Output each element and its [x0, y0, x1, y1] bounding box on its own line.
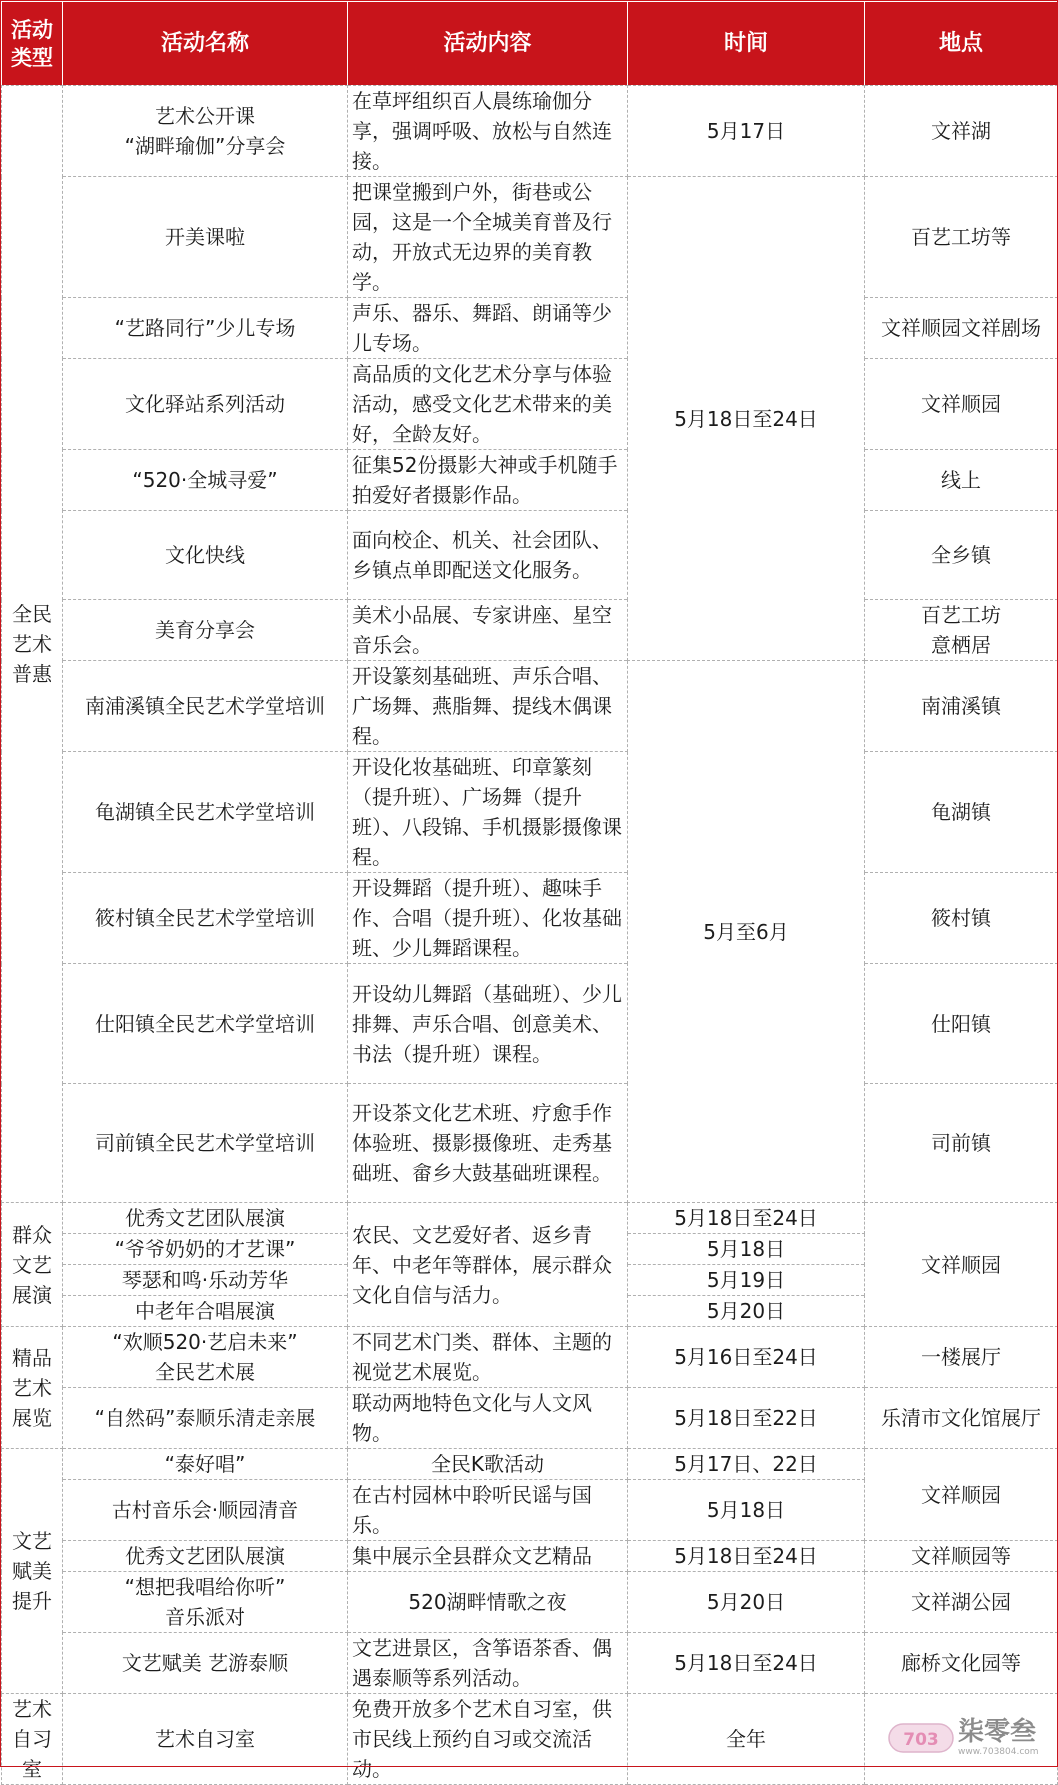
activity-schedule-table: [1, 1, 1058, 1785]
activity-content-cell: 高品质的文化艺术分享与体验活动，感受文化艺术带来的美好，全龄友好。: [348, 359, 628, 450]
place-cell: 龟湖镇: [865, 752, 1058, 873]
activity-content-cell: 联动两地特色文化与人文风物。: [348, 1388, 628, 1449]
table-row: [2, 1449, 1058, 1480]
activity-content-cell: 开设化妆基础班、印章篆刻（提升班）、广场舞（提升班）、八段锦、手机摄影摄像课程。: [348, 752, 628, 873]
time-cell: 5月17日: [628, 86, 865, 177]
table-row: [2, 1388, 1058, 1449]
header-time: 时间: [628, 2, 865, 86]
type-cell-art-exhibition: 精品艺术展览: [2, 1327, 63, 1449]
activity-name-cell: “自然码”泰顺乐清走亲展: [63, 1388, 348, 1449]
activity-name-cell: 开美课啦: [63, 177, 348, 298]
activity-name-cell: 美育分享会: [63, 600, 348, 661]
activity-content-cell: 免费开放多个艺术自习室，供市民线上预约自习或交流活动。: [348, 1694, 628, 1785]
place-cell: 百艺工坊 意栖居: [865, 600, 1058, 661]
place-cell: 百艺工坊等: [865, 177, 1058, 298]
activity-content-cell: 开设篆刻基础班、声乐合唱、广场舞、燕脂舞、提线木偶课程。: [348, 661, 628, 752]
table-row: [2, 964, 1058, 1084]
activity-name-cell: “爷爷奶奶的才艺课”: [63, 1234, 348, 1265]
time-cell: 5月18日至24日: [628, 177, 865, 661]
type-cell-art-popularization: 全民艺术普惠: [2, 86, 63, 1203]
activity-name-cell: 文化快线: [63, 511, 348, 600]
watermark-name: 柒零叁: [958, 1717, 1037, 1747]
place-cell: 全乡镇: [865, 511, 1058, 600]
place-cell: 廊桥文化园等: [865, 1633, 1058, 1694]
activity-name-cell: 琴瑟和鸣·乐动芳华: [63, 1265, 348, 1296]
table-row: [2, 511, 1058, 600]
table-row: [2, 450, 1058, 511]
activity-name-cell: “艺路同行”少儿专场: [63, 298, 348, 359]
activity-content-cell: 520湖畔情歌之夜: [348, 1572, 628, 1633]
activity-name-cell: 司前镇全民艺术学堂培训: [63, 1084, 348, 1203]
place-cell: 乐清市文化馆展厅: [865, 1388, 1058, 1449]
activity-name-cell: 艺术公开课 “湖畔瑜伽”分享会: [63, 86, 348, 177]
type-cell-art-enhancement: 文艺赋美提升: [2, 1449, 63, 1694]
activity-name-cell: “欢顺520·艺启未来” 全民艺术展: [63, 1327, 348, 1388]
activity-content-cell: 开设舞蹈（提升班）、趣味手作、合唱（提升班）、化妆基础班、少儿舞蹈课程。: [348, 873, 628, 964]
place-cell: 一楼展厅: [865, 1327, 1058, 1388]
table-row: [2, 661, 1058, 752]
activity-name-cell: 南浦溪镇全民艺术学堂培训: [63, 661, 348, 752]
place-cell: 文祥顺园文祥剧场: [865, 298, 1058, 359]
activity-content-cell: 全民K歌活动: [348, 1449, 628, 1480]
table-row: [2, 752, 1058, 873]
place-cell: 线上: [865, 450, 1058, 511]
table-row: [2, 1572, 1058, 1633]
header-content: 活动内容: [348, 2, 628, 86]
activity-name-cell: 文艺赋美 艺游泰顺: [63, 1633, 348, 1694]
time-cell: 5月16日至24日: [628, 1327, 865, 1388]
activity-name-cell: 艺术自习室: [63, 1694, 348, 1785]
table-row: [2, 1084, 1058, 1203]
activity-content-cell: 把课堂搬到户外，街巷或公园，这是一个全城美育普及行动，开放式无边界的美育教学。: [348, 177, 628, 298]
time-cell: 5月17日、22日: [628, 1449, 865, 1480]
activity-name-cell: 优秀文艺团队展演: [63, 1541, 348, 1572]
place-cell: 文祥顺园: [865, 1449, 1058, 1541]
activity-name-cell: 优秀文艺团队展演: [63, 1203, 348, 1234]
place-cell: 仕阳镇: [865, 964, 1058, 1084]
activity-content-cell: 面向校企、机关、社会团队、乡镇点单即配送文化服务。: [348, 511, 628, 600]
type-cell-mass-performance: 群众文艺展演: [2, 1203, 63, 1327]
table-row: [2, 1203, 1058, 1234]
activity-name-cell: 龟湖镇全民艺术学堂培训: [63, 752, 348, 873]
type-cell-art-study-room: 艺术自习室: [2, 1694, 63, 1785]
time-cell: 5月至6月: [628, 661, 865, 1203]
activity-name-cell: 文化驿站系列活动: [63, 359, 348, 450]
activity-name-cell: 古村音乐会·顺园清音: [63, 1480, 348, 1541]
activity-content-cell: 在草坪组织百人晨练瑜伽分享，强调呼吸、放松与自然连接。: [348, 86, 628, 177]
table-row: [2, 86, 1058, 177]
activity-name-cell: 中老年合唱展演: [63, 1296, 348, 1327]
place-cell: 文祥顺园: [865, 1203, 1058, 1327]
watermark-logo: [888, 1712, 1058, 1764]
activity-content-cell: 在古村园林中聆听民谣与国乐。: [348, 1480, 628, 1541]
activity-content-cell: 声乐、器乐、舞蹈、朗诵等少儿专场。: [348, 298, 628, 359]
place-cell: 文祥顺园: [865, 359, 1058, 450]
time-cell: 5月20日: [628, 1296, 865, 1327]
activity-content-cell: 文艺进景区，含筝语茶香、偶遇泰顺等系列活动。: [348, 1633, 628, 1694]
watermark-badge-icon: [888, 1720, 954, 1756]
table-row: [2, 359, 1058, 450]
time-cell: 5月18日: [628, 1480, 865, 1541]
table-row: [2, 298, 1058, 359]
table-row: [2, 177, 1058, 298]
watermark-badge-text: 703: [903, 1730, 939, 1750]
header-place: 地点: [865, 2, 1058, 86]
place-cell: 文祥顺园等: [865, 1541, 1058, 1572]
activity-content-cell: 不同艺术门类、群体、主题的视觉艺术展览。: [348, 1327, 628, 1388]
activity-content-cell: 开设茶文化艺术班、疗愈手作体验班、摄影摄像班、走秀基础班、畲乡大鼓基础班课程。: [348, 1084, 628, 1203]
activity-name-cell: 仕阳镇全民艺术学堂培训: [63, 964, 348, 1084]
activity-name-cell: “想把我唱给你听” 音乐派对: [63, 1572, 348, 1633]
activity-content-cell: 征集52份摄影大神或手机随手拍爱好者摄影作品。: [348, 450, 628, 511]
time-cell: 全年: [628, 1694, 865, 1785]
watermark-site: www.703804.com: [958, 1747, 1039, 1757]
table-row: [2, 1327, 1058, 1388]
place-cell: 筱村镇: [865, 873, 1058, 964]
time-cell: 5月20日: [628, 1572, 865, 1633]
time-cell: 5月18日至24日: [628, 1203, 865, 1234]
table-row: [2, 1541, 1058, 1572]
time-cell: 5月18日至22日: [628, 1388, 865, 1449]
header-type: 活动类型: [2, 2, 63, 86]
table-row: [2, 600, 1058, 661]
place-cell: 文祥湖公园: [865, 1572, 1058, 1633]
activity-content-cell: 集中展示全县群众文艺精品: [348, 1541, 628, 1572]
time-cell: 5月18日至24日: [628, 1633, 865, 1694]
activity-name-cell: “泰好唱”: [63, 1449, 348, 1480]
header-row: [2, 2, 1058, 86]
activity-name-cell: 筱村镇全民艺术学堂培训: [63, 873, 348, 964]
place-cell: 文祥湖: [865, 86, 1058, 177]
activity-content-cell: 农民、文艺爱好者、返乡青年、中老年等群体，展示群众文化自信与活力。: [348, 1203, 628, 1327]
place-cell: 司前镇: [865, 1084, 1058, 1203]
place-cell: 南浦溪镇: [865, 661, 1058, 752]
table-row: [2, 1633, 1058, 1694]
activity-content-cell: 开设幼儿舞蹈（基础班）、少儿排舞、声乐合唱、创意美术、书法（提升班）课程。: [348, 964, 628, 1084]
table-row: [2, 873, 1058, 964]
activity-content-cell: 美术小品展、专家讲座、星空音乐会。: [348, 600, 628, 661]
activity-name-cell: “520·全城寻爱”: [63, 450, 348, 511]
time-cell: 5月19日: [628, 1265, 865, 1296]
time-cell: 5月18日: [628, 1234, 865, 1265]
header-name: 活动名称: [63, 2, 348, 86]
time-cell: 5月18日至24日: [628, 1541, 865, 1572]
